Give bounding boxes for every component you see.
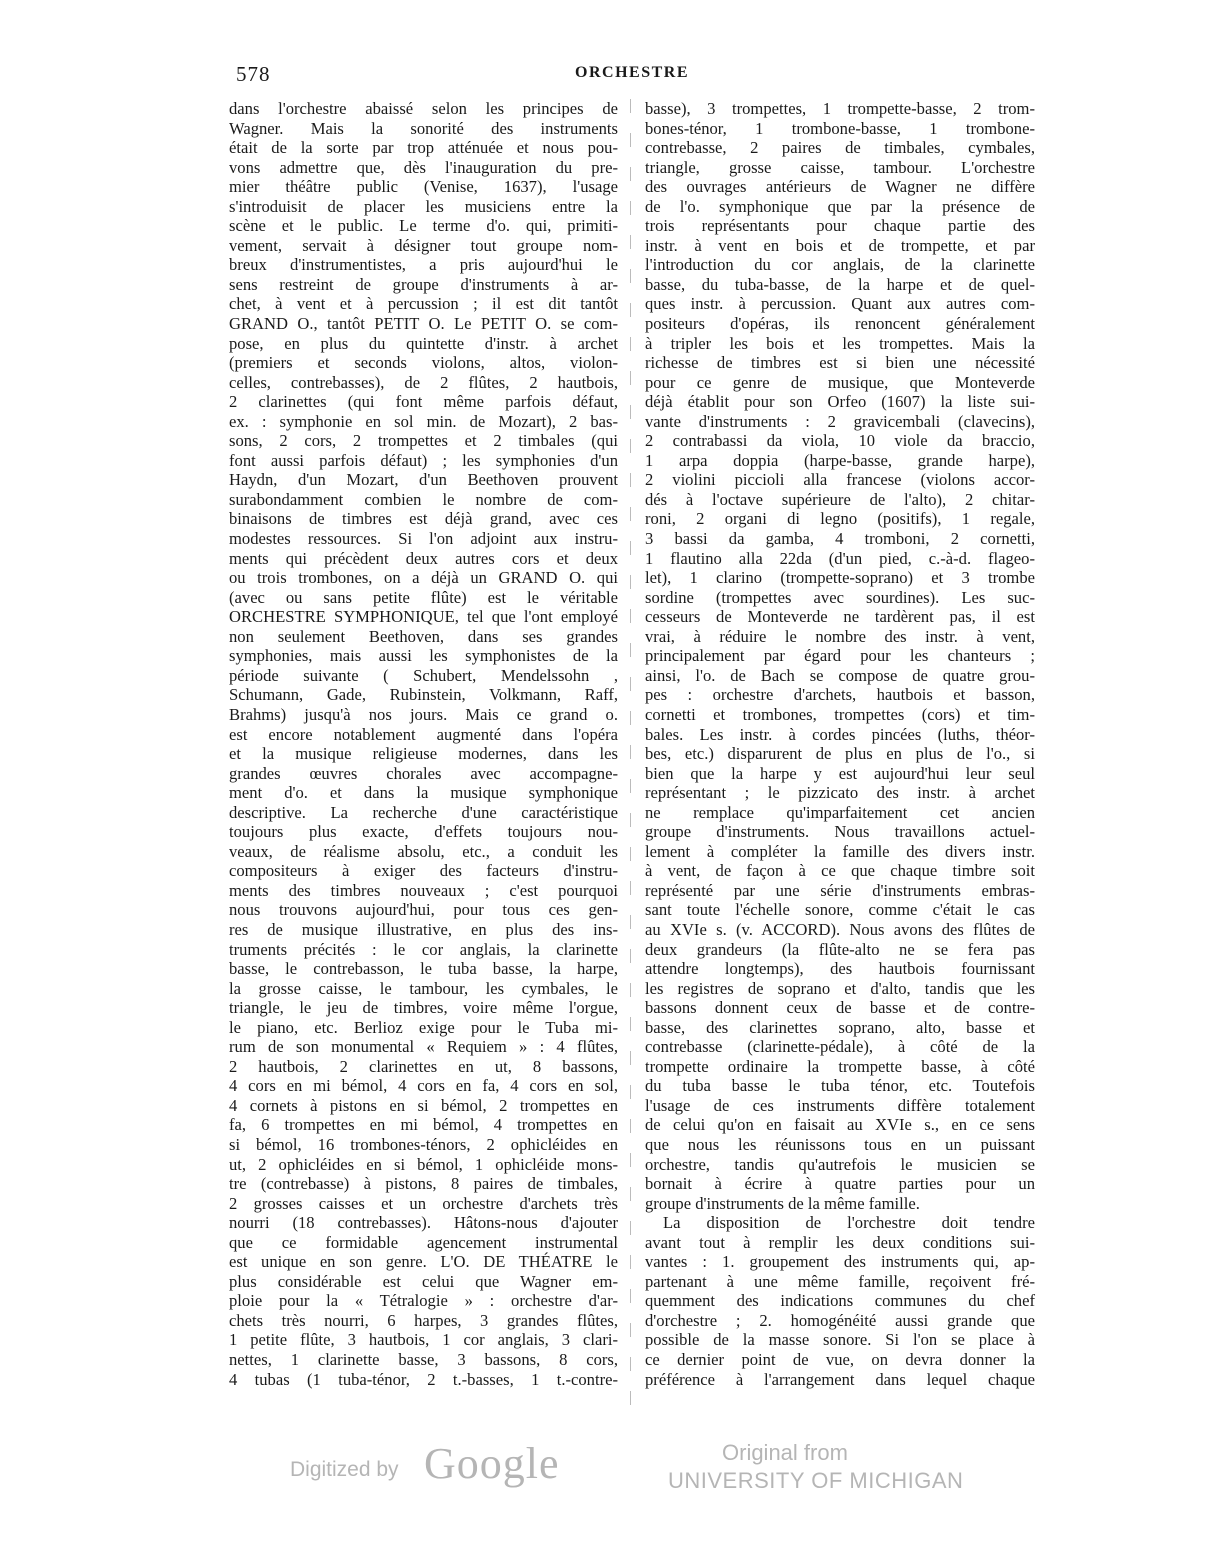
text-line: que ce formidable agencement instrumental	[229, 1232, 618, 1252]
text-line: plus considérable est celui que Wagner em-	[229, 1271, 618, 1291]
text-line: chets très nourri, 6 harpes, 3 grandes flûtes,	[229, 1310, 618, 1330]
text-line: nourri (18 contrebasses). Hâtons-nous d'ajouter	[229, 1213, 618, 1233]
text-line: ne remplace qu'imparfaitement cet ancien	[645, 802, 1035, 822]
text-line: Wagner. Mais la sonorité des instruments	[229, 118, 618, 138]
text-line: font aussi parfois défaut) ; les symphonies d'un	[229, 450, 618, 470]
text-line: symphonies, mais aussi les symphonistes de la	[229, 646, 618, 666]
text-line: contrebasse (clarinette-pédale), à côté de la	[645, 1037, 1035, 1057]
text-line: bales. Les instr. à cordes pincées (luths, théor-	[645, 724, 1035, 744]
text-line: 2 violini piccioli alla francese (violons accor-	[645, 470, 1035, 490]
right-column	[645, 99, 1035, 1389]
page-number: 578	[236, 62, 271, 86]
text-line: basse, des clarinettes soprano, alto, basse et	[645, 1017, 1035, 1037]
text-line: nous trouvons aujourd'hui, pour tous ces gen-	[229, 900, 618, 920]
text-line: d'orchestre ; 2. homogénéité aussi grande que	[645, 1310, 1035, 1330]
text-line: 1 arpa doppia (harpe-basse, grande harpe),	[645, 450, 1035, 470]
text-line: grandes œuvres chorales avec accompagne-	[229, 763, 618, 783]
text-line: l'usage de ces instruments diffère totalement	[645, 1095, 1035, 1115]
text-line: roni, 2 organi di legno (positifs), 1 regale,	[645, 509, 1035, 529]
text-line: fa, 6 trompettes en mi bémol, 4 trompettes en	[229, 1115, 618, 1135]
text-line: groupe d'instruments. Nous travaillons actuel-	[645, 822, 1035, 842]
running-title: ORCHESTRE	[575, 64, 689, 81]
text-line: ut, 2 ophicléides en si bémol, 1 ophicléide mons-	[229, 1154, 618, 1174]
text-line: principalement par égard pour les chanteurs ;	[645, 646, 1035, 666]
text-line: quemment des indications communes du chef	[645, 1291, 1035, 1311]
text-line: ou trois trombones, on a déjà un GRAND O. qui	[229, 568, 618, 588]
text-line: vement, servait à désigner tout groupe nom-	[229, 235, 618, 255]
text-line: celles, contrebasses), de 2 flûtes, 2 hautbois,	[229, 372, 618, 392]
page-header	[232, 62, 1032, 88]
university-text: UNIVERSITY OF MICHIGAN	[668, 1468, 964, 1493]
text-line: dans l'orchestre abaissé selon les principes de	[229, 99, 618, 118]
text-line: la grosse caisse, le tambour, les cymbales, le	[229, 978, 618, 998]
google-logo: Google	[424, 1439, 560, 1488]
text-line: cesseurs de Monteverde ne tardèrent pas, il est	[645, 607, 1035, 627]
text-line: nettes, 1 clarinette basse, 3 bassons, 8 cors,	[229, 1350, 618, 1369]
text-line: représenté par une série d'instruments embras-	[645, 880, 1035, 900]
text-line: 1 petite flûte, 3 hautbois, 1 cor anglais, 3 clari-	[229, 1330, 618, 1350]
text-line: let), 1 clarino (trompette-soprano) et 3 trombe	[645, 568, 1035, 588]
text-line: vrai, à réduire le nombre des instr. à vent,	[645, 626, 1035, 646]
text-line: deux grandeurs (la flûte-alto ne se fera pas	[645, 939, 1035, 959]
text-line: partenant à une même famille, reçoivent fré-	[645, 1271, 1035, 1291]
text-line: vons admettre que, dès l'inauguration du pre-	[229, 157, 618, 177]
text-line: attendre longtemps), des hautbois fournissant	[645, 959, 1035, 979]
text-line: Schumann, Gade, Rubinstein, Volkmann, Raff,	[229, 685, 618, 705]
text-line: positeurs d'opéras, ils renoncent généralement	[645, 314, 1035, 334]
text-line: l'introduction du cor anglais, de la clarinette	[645, 255, 1035, 275]
text-line: modestes ressources. Si l'on adjoint aux instru-	[229, 529, 618, 549]
text-line: 2 contrabassi da viola, 10 viole da braccio,	[645, 431, 1035, 451]
text-line: rum de son monumental « Requiem » : 4 flûtes,	[229, 1037, 618, 1057]
text-line: si bémol, 16 trombones-ténors, 2 ophicléides en	[229, 1134, 618, 1154]
text-line: les registres de soprano et d'alto, tandis que les	[645, 978, 1035, 998]
text-line: à vent, de façon à ce que chaque timbre soit	[645, 861, 1035, 881]
text-line: de l'o. symphonique que par la présence de	[645, 196, 1035, 216]
text-line: basse, du tuba-basse, de la harpe et de quel-	[645, 274, 1035, 294]
text-line: déjà établit pour son Orfeo (1607) la liste sui-	[645, 392, 1035, 412]
text-line: sordine (trompettes avec sourdines). Les suc-	[645, 587, 1035, 607]
text-line: orchestre, tandis qu'autrefois le musicien se	[645, 1154, 1035, 1174]
text-line: binaisons de timbres est déjà grand, avec ces	[229, 509, 618, 529]
text-line: lement à compléter la famille des divers instr.	[645, 841, 1035, 861]
text-line: groupe d'instruments de la même famille.	[645, 1193, 920, 1213]
text-line: chet, à vent et à percussion ; il est dit tantôt	[229, 294, 618, 314]
text-line: scène et le public. Le terme d'o. qui, primiti-	[229, 216, 618, 236]
text-line: basse, le contrebasson, le tuba basse, la harpe,	[229, 959, 618, 979]
text-line: était de la sorte par trop atténuée et nous pou-	[229, 138, 618, 158]
text-line: triangle, le jeu de timbres, voire même l'orgue,	[229, 998, 618, 1018]
text-line: dés à l'octave supérieure de l'alto), 2 chitar-	[645, 489, 1035, 509]
text-line: ques instr. à percussion. Quant aux autres com-	[645, 294, 1035, 314]
text-line: sens restreint de groupe d'instruments à ar-	[229, 274, 618, 294]
text-line: 1 flautino alla 22da (d'un pied, c.-à-d. flageo-	[645, 548, 1035, 568]
text-line: vantes : 1. groupement des instruments qui, ap-	[645, 1252, 1035, 1272]
text-line: et la musique religieuse modernes, dans les	[229, 744, 618, 764]
text-line: ment d'o. et dans la musique symphonique	[229, 783, 618, 803]
text-line: est unique en son genre. L'O. DE THÉATRE le	[229, 1252, 618, 1272]
text-line: bien que la harpe y est aujourd'hui leur seul	[645, 763, 1035, 783]
text-line: ments des timbres nouveaux ; c'est pourquoi	[229, 880, 618, 900]
text-line: pour ce genre de musique, que Monteverde	[645, 372, 1035, 392]
text-line: surabondamment combien le nombre de com-	[229, 489, 618, 509]
text-line: basse), 3 trompettes, 1 trompette-basse, 2 trom-	[645, 99, 1035, 118]
left-column	[229, 99, 618, 1389]
text-line: que nous les réunissons tous en un puissant	[645, 1134, 1035, 1154]
text-line: GRAND O., tantôt PETIT O. Le PETIT O. se com-	[229, 314, 618, 334]
text-line: contrebasse, 2 paires de timbales, cymbales,	[645, 138, 1035, 158]
text-line: ainsi, l'o. de Bach se compose de quatre grou-	[645, 665, 1035, 685]
text-line: des ouvrages antérieurs de Wagner ne diffère	[645, 177, 1035, 197]
text-line: triangle, grosse caisse, tambour. L'orchestre	[645, 157, 1035, 177]
text-line: 2 grosses caisses et un orchestre d'archets très	[229, 1193, 618, 1213]
text-line: 2 hautbois, 2 clarinettes en ut, 8 bassons,	[229, 1056, 618, 1076]
text-line: 4 cors en mi bémol, 4 cors en fa, 4 cors en sol,	[229, 1076, 618, 1096]
text-line: non seulement Beethoven, dans ses grandes	[229, 626, 618, 646]
text-line: res de musique illustrative, en plus des ins-	[229, 919, 618, 939]
text-line: sons, 2 cors, 2 trompettes et 2 timbales (qui	[229, 431, 618, 451]
text-line: trois représentants pour chaque partie des	[645, 216, 1035, 236]
text-line: breux d'instrumentistes, a pris aujourd'hui le	[229, 255, 618, 275]
text-line: bes, etc.) disparurent de plus en plus de l'o., si	[645, 744, 1035, 764]
text-line: richesse de timbres est si bien une nécessité	[645, 353, 1035, 373]
text-line: du tuba basse le tuba ténor, etc. Toutefois	[645, 1076, 1035, 1096]
text-line: bones-ténor, 1 trombone-basse, 1 trombone-	[645, 118, 1035, 138]
text-line: (avec ou sans petite flûte) est le véritable	[229, 587, 618, 607]
digitized-by-text: Digitized by	[290, 1458, 399, 1481]
text-line: ploie pour la « Tétralogie » : orchestre d'ar-	[229, 1291, 618, 1311]
text-line: toujours plus exacte, d'effets toujours nou-	[229, 822, 618, 842]
text-line: trompette ordinaire la trompette basse, à côté	[645, 1056, 1035, 1076]
text-line: le piano, etc. Berlioz exige pour le Tuba mi-	[229, 1017, 618, 1037]
text-line: Haydn, d'un Mozart, d'un Beethoven prouvent	[229, 470, 618, 490]
text-line: possible de la masse sonore. Si l'on se place à	[645, 1330, 1035, 1350]
footer	[0, 1440, 1207, 1500]
text-line: représentant ; le pizzicato des instr. à archet	[645, 783, 1035, 803]
text-line: truments précités : le cor anglais, la clarinette	[229, 939, 618, 959]
column-divider	[630, 99, 631, 1419]
text-line: vante d'instruments : 2 gravicembali (clavecins),	[645, 411, 1035, 431]
text-line: Brahms) jusqu'à nos jours. Mais ce grand o.	[229, 704, 618, 724]
text-line: La disposition de l'orchestre doit tendre	[663, 1213, 1035, 1233]
text-line: ex. : symphonie en sol min. de Mozart), 2 bas-	[229, 411, 618, 431]
text-line: ments qui précèdent deux autres cors et deux	[229, 548, 618, 568]
text-line: 4 cornets à pistons en si bémol, 2 trompettes en	[229, 1095, 618, 1115]
text-line: descriptive. La recherche d'une caractéristique	[229, 802, 618, 822]
text-line: bornait à écrire à quatre parties pour un	[645, 1174, 1035, 1194]
text-line: au XVIe s. (v. ACCORD). Nous avons des flûtes de	[645, 919, 1035, 939]
text-line: 3 bassi da gamba, 4 tromboni, 2 cornetti,	[645, 529, 1035, 549]
text-line: veaux, de réalisme absolu, etc., a conduit les	[229, 841, 618, 861]
text-line: préférence à l'arrangement dans lequel chaque	[645, 1369, 1035, 1389]
text-line: pes : orchestre d'archets, hautbois et basson,	[645, 685, 1035, 705]
text-line: ce dernier point de vue, on devra donner la	[645, 1350, 1035, 1369]
text-line: sant toute l'échelle sonore, comme c'était le cas	[645, 900, 1035, 920]
text-line: (premiers et seconds violons, altos, violon-	[229, 353, 618, 373]
text-line: 2 clarinettes (qui font même parfois défaut,	[229, 392, 618, 412]
text-line: 4 tubas (1 tuba-ténor, 2 t.-basses, 1 t.-contre-	[229, 1369, 618, 1389]
text-line: est encore notablement augmenté dans l'opéra	[229, 724, 618, 744]
text-line: à tripler les bois et les trompettes. Mais la	[645, 333, 1035, 353]
text-line: période suivante ( Schubert, Mendelssohn ,	[229, 665, 618, 685]
text-line: de celui qu'on en faisait au XVIe s., en ce sens	[645, 1115, 1035, 1135]
text-line: tre (contrebasse) à pistons, 8 paires de timbales,	[229, 1174, 618, 1194]
text-line: bassons donnent ceux de basse et de contre-	[645, 998, 1035, 1018]
original-from-text: Original from	[722, 1440, 848, 1465]
text-line: mier théâtre public (Venise, 1637), l'usage	[229, 177, 618, 197]
text-line: pose, en plus du quintette d'instr. à archet	[229, 333, 618, 353]
text-line: compositeurs à exiger des facteurs d'instru-	[229, 861, 618, 881]
text-line: s'introduisit de placer les musiciens entre la	[229, 196, 618, 216]
text-line: ORCHESTRE SYMPHONIQUE, tel que l'ont employé	[229, 607, 618, 627]
text-line: avant tout à remplir les deux conditions sui-	[645, 1232, 1035, 1252]
text-line: cornetti et trombones, trompettes (cors) et tim-	[645, 704, 1035, 724]
text-line: instr. à vent en bois et de trompette, et par	[645, 235, 1035, 255]
